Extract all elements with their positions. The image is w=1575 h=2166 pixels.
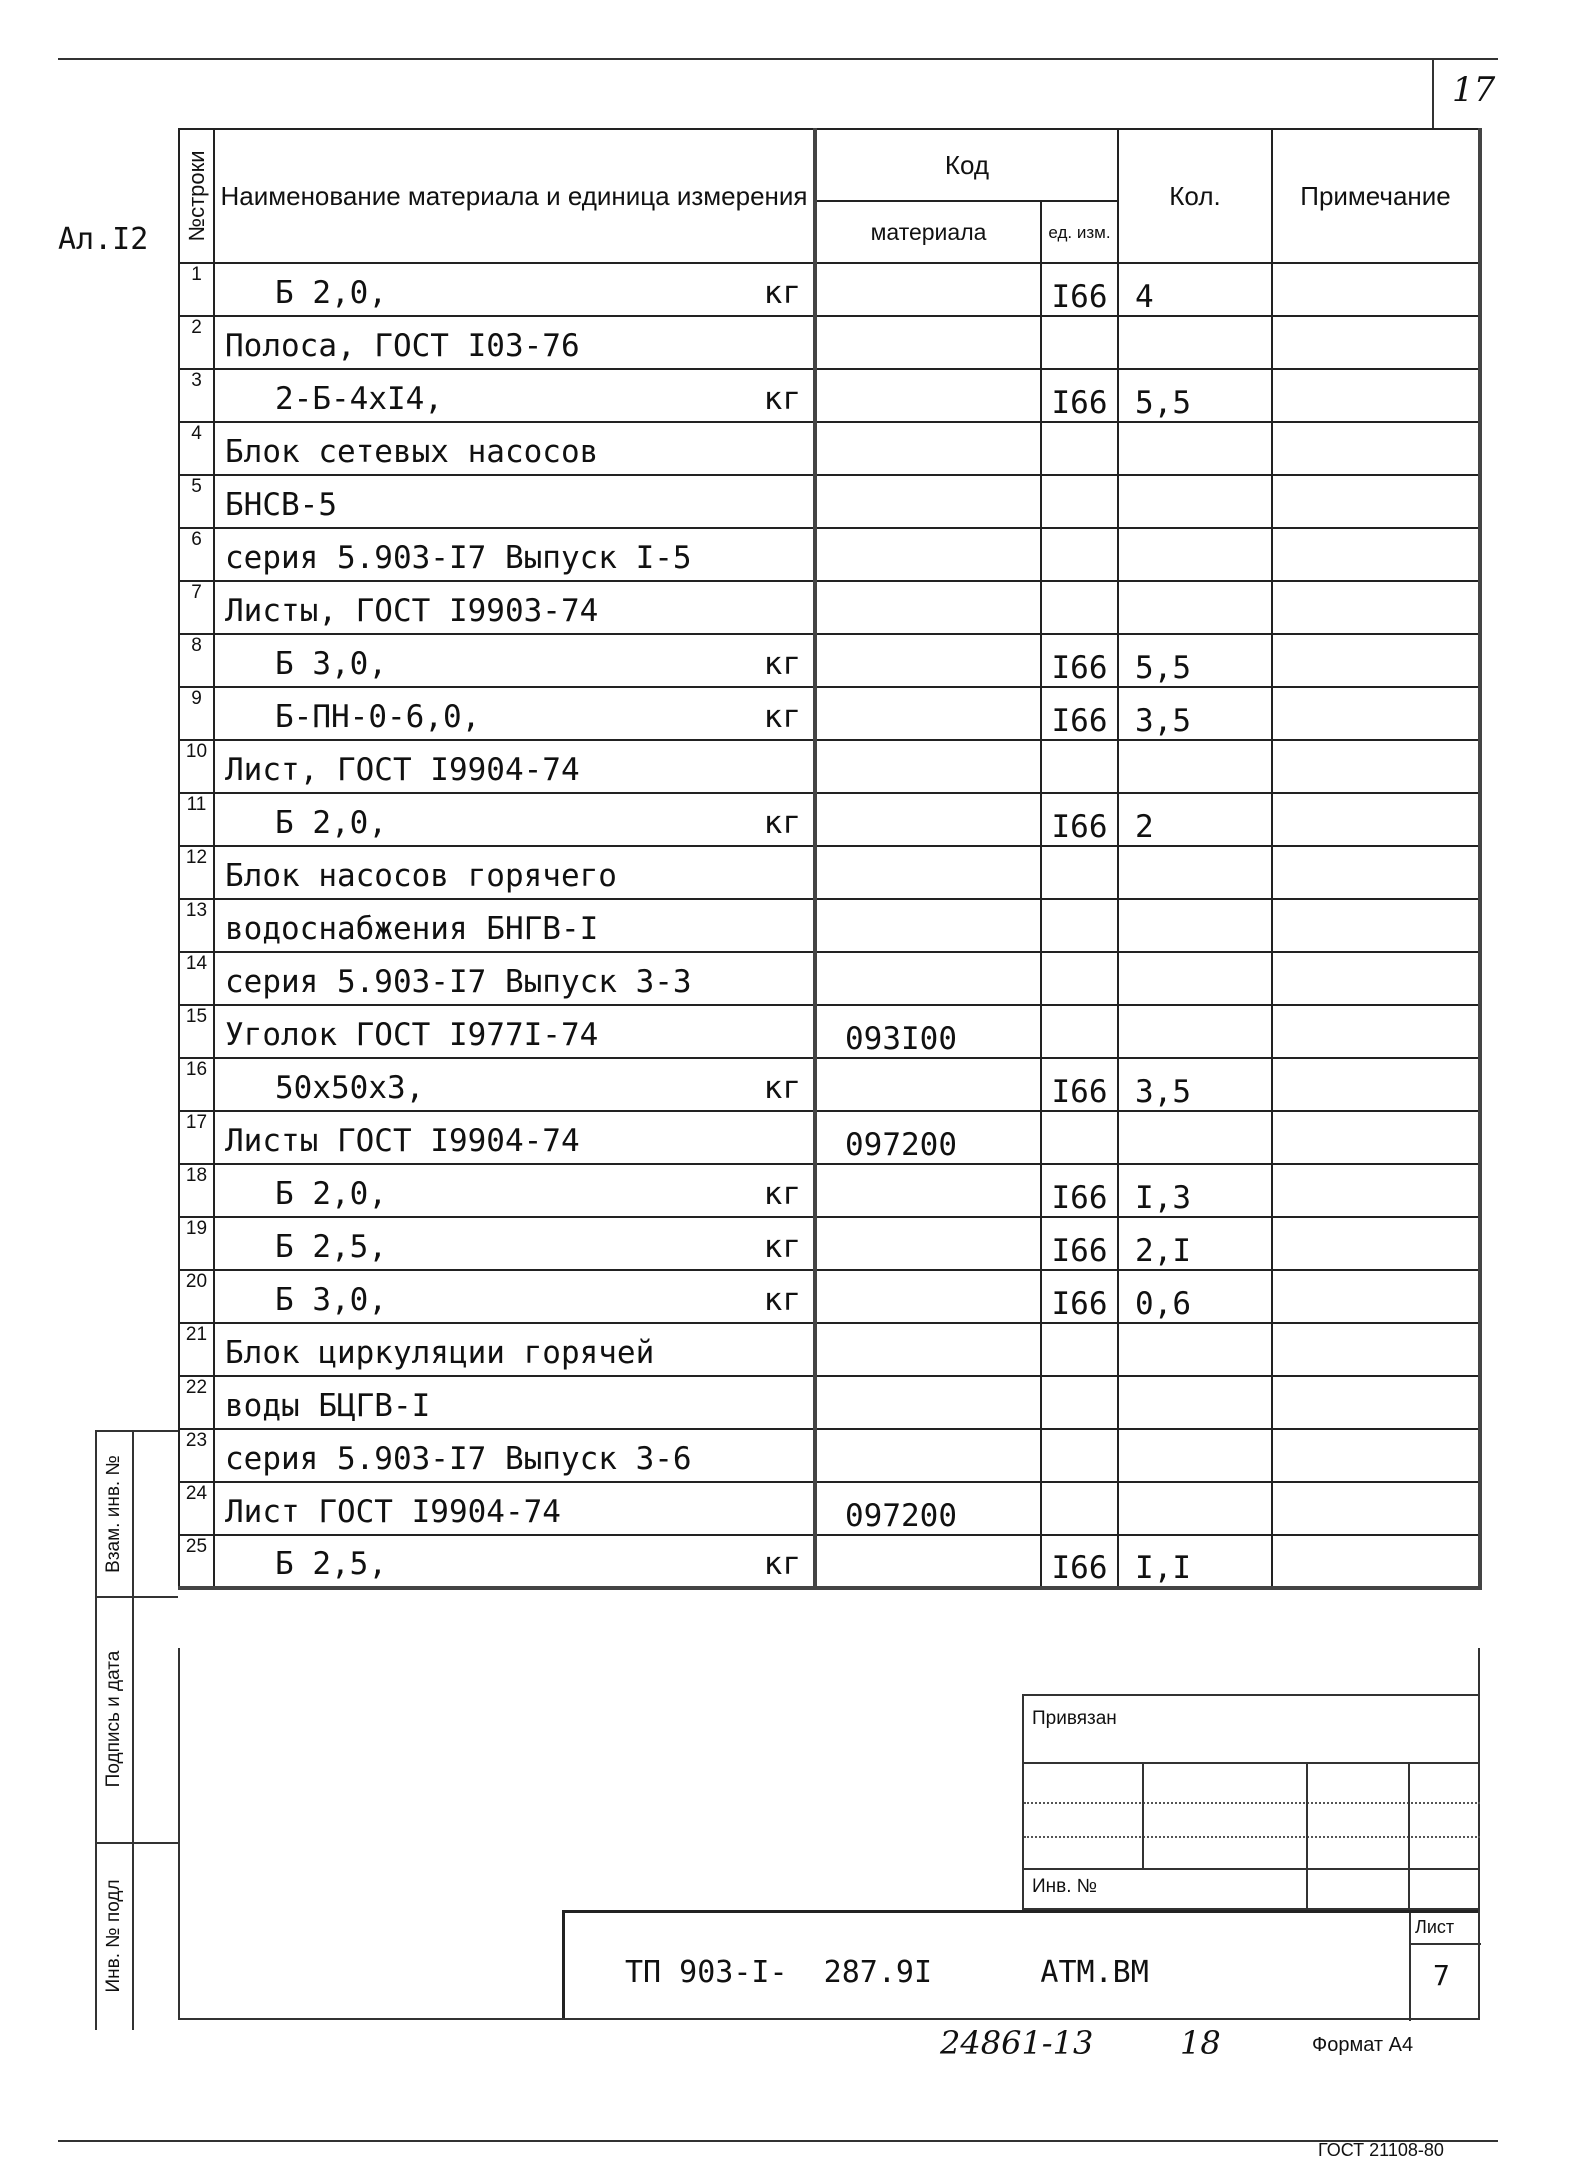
row-name-cell	[214, 369, 815, 422]
row-quantity	[1118, 1429, 1272, 1482]
row-uom: кг	[763, 1546, 801, 1582]
row-quantity	[1118, 846, 1272, 899]
table-row	[179, 740, 1480, 793]
row-unit-code	[1041, 1482, 1118, 1535]
row-material-code	[815, 1429, 1041, 1482]
row-name-cell	[214, 846, 815, 899]
row-uom: кг	[763, 275, 801, 311]
row-name-cell	[214, 263, 815, 316]
row-name-cell	[214, 1270, 815, 1323]
row-material-code	[815, 581, 1041, 634]
privyazan-col-2	[1306, 1762, 1308, 1912]
table-row	[179, 369, 1480, 422]
table-row	[179, 1005, 1480, 1058]
table-row	[179, 846, 1480, 899]
row-quantity	[1118, 581, 1272, 634]
row-note	[1272, 793, 1480, 846]
row-name: Лист, ГОСТ I9904-74	[225, 752, 580, 788]
row-uom: кг	[763, 1282, 801, 1318]
row-quantity: 5,5	[1118, 369, 1272, 422]
row-number: 15	[179, 1005, 214, 1058]
table-row	[179, 263, 1480, 316]
row-note	[1272, 369, 1480, 422]
table-row	[179, 952, 1480, 1005]
row-material-code	[815, 263, 1041, 316]
row-material-code	[815, 1535, 1041, 1588]
privyazan-block	[1022, 1694, 1478, 1910]
row-unit-code: I66	[1041, 687, 1118, 740]
row-note	[1272, 475, 1480, 528]
row-number: 21	[179, 1323, 214, 1376]
row-material-code	[815, 634, 1041, 687]
table-row	[179, 475, 1480, 528]
handwritten-code: 24861-13	[940, 2024, 1094, 2062]
row-name-cell	[214, 1217, 815, 1270]
row-quantity	[1118, 1005, 1272, 1058]
designation-block	[562, 1910, 1478, 2018]
row-quantity	[1118, 422, 1272, 475]
row-unit-code: I66	[1041, 793, 1118, 846]
row-unit-code: I66	[1041, 1217, 1118, 1270]
table-row	[179, 581, 1480, 634]
row-quantity: I,I	[1118, 1535, 1272, 1588]
row-name: Блок сетевых насосов	[225, 434, 599, 470]
row-name: серия 5.903-I7 Выпуск 3-6	[225, 1441, 692, 1477]
header-code-material: материала	[815, 201, 1041, 263]
row-name: Блок насосов горячего	[225, 858, 617, 894]
row-quantity	[1118, 316, 1272, 369]
row-number: 11	[179, 793, 214, 846]
row-quantity	[1118, 952, 1272, 1005]
table-row	[179, 1535, 1480, 1588]
sheet-label: Лист	[1415, 1917, 1455, 1937]
row-name-cell	[214, 1111, 815, 1164]
table-row	[179, 528, 1480, 581]
row-unit-code	[1041, 1323, 1118, 1376]
page-number-box-divider	[1432, 58, 1434, 128]
table-row	[179, 1376, 1480, 1429]
row-note	[1272, 1217, 1480, 1270]
row-number: 3	[179, 369, 214, 422]
row-quantity: 3,5	[1118, 1058, 1272, 1111]
table-row	[179, 1429, 1480, 1482]
row-quantity: 2,I	[1118, 1217, 1272, 1270]
page-number: 17	[1452, 70, 1496, 110]
album-label: Ал.I2	[58, 222, 149, 257]
row-name: Б 2,0,	[275, 275, 387, 311]
row-material-code	[815, 740, 1041, 793]
stamp-line-2	[95, 1596, 178, 1598]
row-name: БНСВ-5	[225, 487, 337, 523]
table-row	[179, 1164, 1480, 1217]
row-name-cell	[214, 422, 815, 475]
row-number: 18	[179, 1164, 214, 1217]
row-name: Уголок ГОСТ I977I-74	[225, 1017, 599, 1053]
row-name-cell	[214, 316, 815, 369]
row-unit-code	[1041, 528, 1118, 581]
header-note: Примечание	[1272, 129, 1480, 263]
row-name-cell	[214, 475, 815, 528]
table-row	[179, 1217, 1480, 1270]
row-name: воды БЦГВ-I	[225, 1388, 431, 1424]
stamp-sign-date: Подпись и дата	[103, 1650, 124, 1788]
row-material-code	[815, 475, 1041, 528]
row-number: 23	[179, 1429, 214, 1482]
row-material-code	[815, 899, 1041, 952]
row-unit-code: I66	[1041, 1058, 1118, 1111]
row-quantity	[1118, 1111, 1272, 1164]
row-note	[1272, 1111, 1480, 1164]
row-material-code	[815, 1376, 1041, 1429]
frame-left	[178, 1648, 180, 2018]
row-uom: кг	[763, 381, 801, 417]
row-material-code: 093I00	[815, 1005, 1041, 1058]
row-unit-code	[1041, 899, 1118, 952]
row-name: серия 5.903-I7 Выпуск 3-3	[225, 964, 692, 1000]
row-unit-code: I66	[1041, 634, 1118, 687]
row-note	[1272, 899, 1480, 952]
table-row	[179, 316, 1480, 369]
row-note	[1272, 1270, 1480, 1323]
row-unit-code: I66	[1041, 369, 1118, 422]
privyazan-col-1	[1142, 1762, 1144, 1868]
row-unit-code	[1041, 316, 1118, 369]
table-row	[179, 899, 1480, 952]
row-name-cell	[214, 1058, 815, 1111]
handwritten-page: 18	[1180, 2024, 1221, 2062]
row-note	[1272, 687, 1480, 740]
row-name: 50х50х3,	[275, 1070, 425, 1106]
row-note	[1272, 740, 1480, 793]
row-name: Б 2,5,	[275, 1229, 387, 1265]
row-number: 19	[179, 1217, 214, 1270]
row-note	[1272, 316, 1480, 369]
row-material-code	[815, 528, 1041, 581]
table-row	[179, 422, 1480, 475]
row-number: 2	[179, 316, 214, 369]
row-quantity	[1118, 475, 1272, 528]
row-number: 5	[179, 475, 214, 528]
materials-table	[178, 128, 1482, 1590]
row-note	[1272, 1164, 1480, 1217]
row-uom: кг	[763, 1176, 801, 1212]
frame-right	[1478, 1648, 1480, 2018]
stamp-vzam-inv: Взам. инв. №	[103, 1455, 124, 1573]
row-name: Полоса, ГОСТ I03-76	[225, 328, 580, 364]
privyazan-line-3	[1024, 1836, 1480, 1838]
header-code: Код	[815, 129, 1118, 201]
row-name-cell	[214, 899, 815, 952]
row-number: 12	[179, 846, 214, 899]
row-note	[1272, 952, 1480, 1005]
row-number: 17	[179, 1111, 214, 1164]
row-material-code	[815, 793, 1041, 846]
row-unit-code	[1041, 1376, 1118, 1429]
table-row	[179, 1058, 1480, 1111]
row-note	[1272, 1535, 1480, 1588]
row-name-cell	[214, 740, 815, 793]
row-name-cell	[214, 1429, 815, 1482]
row-note	[1272, 422, 1480, 475]
privyazan-col-3	[1408, 1762, 1410, 1912]
row-note	[1272, 581, 1480, 634]
row-note	[1272, 263, 1480, 316]
header-qty: Кол.	[1118, 129, 1272, 263]
row-unit-code	[1041, 846, 1118, 899]
row-quantity	[1118, 899, 1272, 952]
row-number: 9	[179, 687, 214, 740]
row-uom: кг	[763, 699, 801, 735]
row-quantity: 4	[1118, 263, 1272, 316]
header-code-unit: ед. изм.	[1041, 201, 1118, 263]
row-number: 24	[179, 1482, 214, 1535]
table-header-row	[179, 129, 1480, 201]
inv-no-label: Инв. №	[1032, 1876, 1098, 1897]
table-row	[179, 1323, 1480, 1376]
row-quantity: 2	[1118, 793, 1272, 846]
row-quantity: 3,5	[1118, 687, 1272, 740]
row-name: 2-Б-4хI4,	[275, 381, 443, 417]
row-name: Листы ГОСТ I9904-74	[225, 1123, 580, 1159]
row-material-code	[815, 687, 1041, 740]
row-number: 7	[179, 581, 214, 634]
sheet-divider	[1409, 1913, 1411, 2021]
stamp-inv-orig: Инв. № подл	[103, 1879, 124, 1993]
row-name-cell	[214, 528, 815, 581]
frame-bottom	[178, 2018, 1480, 2020]
row-name: Б 3,0,	[275, 646, 387, 682]
row-unit-code	[1041, 475, 1118, 528]
row-material-code	[815, 1058, 1041, 1111]
row-material-code: 097200	[815, 1111, 1041, 1164]
row-note	[1272, 1323, 1480, 1376]
privyazan-line-1	[1024, 1762, 1480, 1764]
row-name-cell	[214, 793, 815, 846]
row-name: Блок циркуляции горячей	[225, 1335, 655, 1371]
row-name-cell	[214, 1005, 815, 1058]
row-uom: кг	[763, 646, 801, 682]
stamp-line-3	[95, 1842, 178, 1844]
gost-bottom: ГОСТ 21108-80	[1318, 2140, 1444, 2160]
row-material-code	[815, 422, 1041, 475]
stamp-line-1	[95, 1430, 178, 1432]
sheet-line	[1409, 1943, 1481, 1945]
row-note	[1272, 846, 1480, 899]
stamp-strip-mid	[132, 1430, 134, 2030]
row-quantity	[1118, 528, 1272, 581]
row-quantity: 0,6	[1118, 1270, 1272, 1323]
row-unit-code	[1041, 1111, 1118, 1164]
row-name: водоснабжения БНГВ-I	[225, 911, 599, 947]
row-note	[1272, 1376, 1480, 1429]
bottom-frame-line	[58, 2140, 1498, 2142]
row-note	[1272, 528, 1480, 581]
row-note	[1272, 1058, 1480, 1111]
privyazan-label: Привязан	[1032, 1708, 1117, 1729]
row-number: 10	[179, 740, 214, 793]
row-material-code	[815, 369, 1041, 422]
row-material-code	[815, 952, 1041, 1005]
row-quantity: I,3	[1118, 1164, 1272, 1217]
row-name-cell	[214, 634, 815, 687]
row-quantity	[1118, 1376, 1272, 1429]
stamp-strip-left	[95, 1430, 97, 2030]
row-number: 13	[179, 899, 214, 952]
table-row	[179, 634, 1480, 687]
format-label: Формат А4	[1312, 2034, 1414, 2056]
row-name-cell	[214, 581, 815, 634]
row-name-cell	[214, 1376, 815, 1429]
row-material-code	[815, 316, 1041, 369]
row-uom: кг	[763, 805, 801, 841]
row-material-code	[815, 846, 1041, 899]
row-material-code	[815, 1270, 1041, 1323]
row-name: Листы, ГОСТ I9903-74	[225, 593, 599, 629]
row-unit-code: I66	[1041, 1164, 1118, 1217]
row-note	[1272, 1482, 1480, 1535]
row-unit-code	[1041, 952, 1118, 1005]
row-unit-code	[1041, 1005, 1118, 1058]
row-unit-code: I66	[1041, 1535, 1118, 1588]
header-name: Наименование материала и единица измерения	[214, 129, 815, 263]
table-row	[179, 687, 1480, 740]
sheet-number: 7	[1433, 1959, 1450, 1992]
row-name-cell	[214, 1482, 815, 1535]
row-unit-code	[1041, 740, 1118, 793]
row-number: 6	[179, 528, 214, 581]
row-number: 4	[179, 422, 214, 475]
row-note	[1272, 1429, 1480, 1482]
row-unit-code: I66	[1041, 1270, 1118, 1323]
row-name: Б 2,0,	[275, 805, 387, 841]
table-row	[179, 1270, 1480, 1323]
row-uom: кг	[763, 1229, 801, 1265]
row-name-cell	[214, 1535, 815, 1588]
row-material-code: 097200	[815, 1482, 1041, 1535]
row-name: Лист ГОСТ I9904-74	[225, 1494, 561, 1530]
row-unit-code: I66	[1041, 263, 1118, 316]
row-number: 20	[179, 1270, 214, 1323]
row-unit-code	[1041, 581, 1118, 634]
row-unit-code	[1041, 1429, 1118, 1482]
row-number: 1	[179, 263, 214, 316]
row-uom: кг	[763, 1070, 801, 1106]
row-number: 14	[179, 952, 214, 1005]
row-number: 25	[179, 1535, 214, 1588]
document-designation: ТП 903-I- 287.9I АТМ.ВМ	[625, 1955, 1149, 1990]
privyazan-line-4	[1024, 1868, 1480, 1870]
row-name-cell	[214, 1323, 815, 1376]
row-quantity: 5,5	[1118, 634, 1272, 687]
row-name: Б 2,5,	[275, 1546, 387, 1582]
row-unit-code	[1041, 422, 1118, 475]
header-row-number: №строки	[179, 129, 214, 263]
privyazan-line-2	[1024, 1802, 1480, 1804]
row-number: 16	[179, 1058, 214, 1111]
row-note	[1272, 1005, 1480, 1058]
row-material-code	[815, 1164, 1041, 1217]
row-quantity	[1118, 1323, 1272, 1376]
row-quantity	[1118, 740, 1272, 793]
row-name-cell	[214, 687, 815, 740]
row-material-code	[815, 1217, 1041, 1270]
row-name-cell	[214, 952, 815, 1005]
row-material-code	[815, 1323, 1041, 1376]
row-name: Б 2,0,	[275, 1176, 387, 1212]
top-frame-line	[58, 58, 1498, 60]
row-quantity	[1118, 1482, 1272, 1535]
table-row	[179, 793, 1480, 846]
table-row	[179, 1111, 1480, 1164]
row-note	[1272, 634, 1480, 687]
row-number: 8	[179, 634, 214, 687]
row-name: Б 3,0,	[275, 1282, 387, 1318]
row-name: серия 5.903-I7 Выпуск I-5	[225, 540, 692, 576]
row-name: Б-ПН-0-6,0,	[275, 699, 481, 735]
row-number: 22	[179, 1376, 214, 1429]
table-row	[179, 1482, 1480, 1535]
row-name-cell	[214, 1164, 815, 1217]
